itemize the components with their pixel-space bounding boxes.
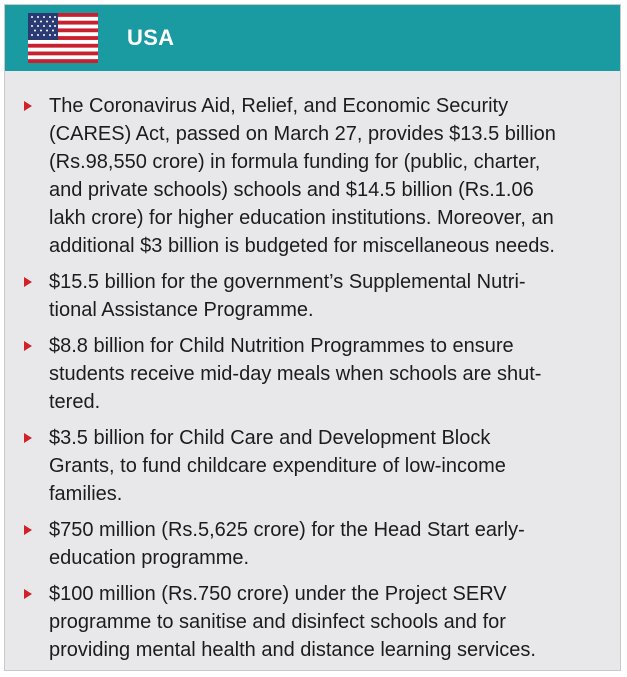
text-line: $15.5 billion for the government’s Supplemental Nutri- [49,271,526,293]
text-line: families. [49,483,123,505]
text-line: $3.5 billion for Child Care and Development Block [49,427,491,449]
text-line: tered. [49,391,101,413]
bullet-arrow-icon [24,525,32,535]
text-line: and private schools) schools and $14.5 billion (Rs.1.06 [49,179,534,201]
bullet-arrow-icon [24,101,32,111]
box-title: USA [127,25,175,50]
list-item-text [49,92,602,260]
bullet-arrow-icon [24,589,32,599]
list-item [5,332,620,416]
text-line: $100 million (Rs.750 crore) under the Project SERV [49,583,507,605]
list-item [5,516,620,572]
text-line: $8.8 billion for Child Nutrition Programmes to ensure [49,335,514,357]
text-line: providing mental health and distance learning services. [49,639,536,661]
box-header [5,5,620,71]
text-line: Grants, to fund childcare expenditure of low-income [49,455,506,477]
list-item [5,424,620,508]
usa-flag-icon [28,13,98,63]
text-line: tional Assistance Programme. [49,299,314,321]
bullet-arrow-icon [24,341,32,351]
list-item-text [49,332,602,416]
bullet-arrow-icon [24,277,32,287]
info-box [4,4,621,671]
bullet-arrow-icon [24,433,32,443]
text-line: education programme. [49,547,250,569]
text-line: (CARES) Act, passed on March 27, provides $13.5 billion [49,123,556,145]
text-line: students receive mid-day meals when schools are shut- [49,363,542,385]
list-item [5,580,620,664]
text-line: $750 million (Rs.5,625 crore) for the Head Start early- [49,519,525,541]
text-line: The Coronavirus Aid, Relief, and Economic Security [49,95,509,117]
list-item-text [49,580,602,664]
text-line: programme to sanitise and disinfect schools and for [49,611,506,633]
list-item-text [49,516,602,572]
text-line: lakh crore) for higher education institutions. Moreover, an [49,207,554,229]
list-item-text [49,268,602,324]
list-item-text [49,424,602,508]
text-line: (Rs.98,550 crore) in formula funding for (public, charter, [49,151,541,173]
list-item [5,268,620,324]
text-line: additional $3 billion is budgeted for miscellaneous needs. [49,235,555,257]
list-item [5,92,620,260]
bullet-list [5,92,620,672]
